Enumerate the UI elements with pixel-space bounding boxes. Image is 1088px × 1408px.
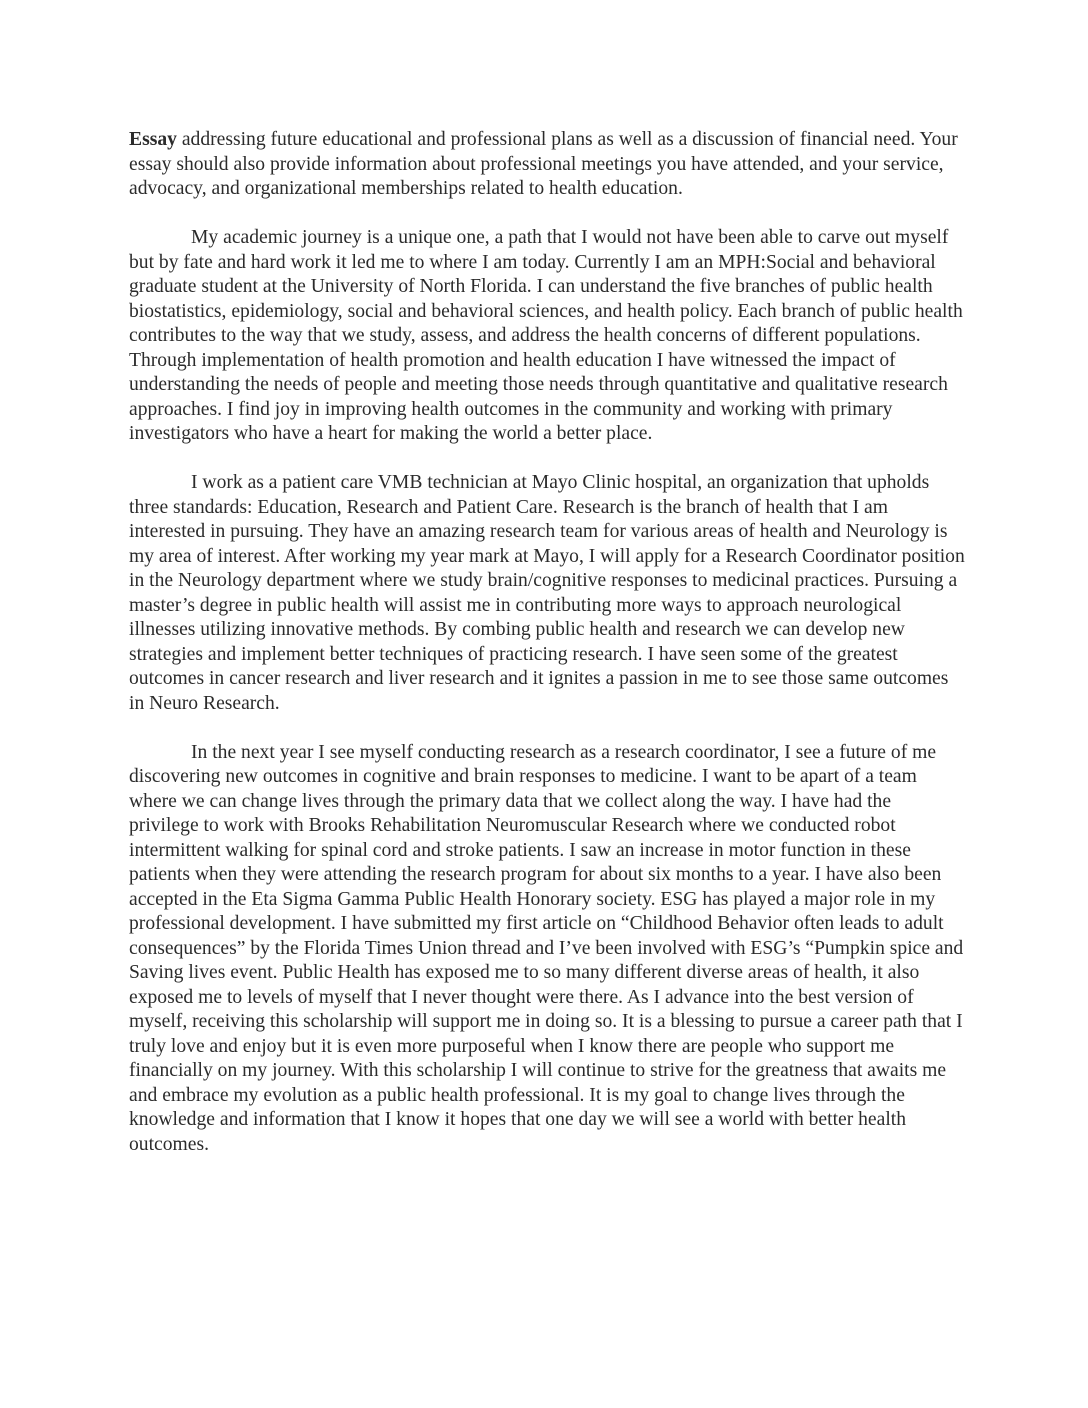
essay-prompt (129, 128, 965, 202)
essay-prompt-text: addressing future educational and professional plans as well as a discussion of financial need. Your essay should also provide information about professional meetings you have attended, and your service, advocacy, and organizational memberships related to health education. (129, 129, 958, 199)
essay-prompt-label: Essay (129, 129, 177, 150)
essay-body (129, 128, 965, 1182)
essay-paragraph-3: In the next year I see myself conducting research as a research coordinator, I see a future of me discovering new outcomes in cognitive and brain responses to medicine. I want to be apart of a team where we can change lives through the primary data that we collect along the way. I have had the privilege to work with Brooks Rehabilitation Neuromuscular Research where we conducted robot intermittent walking for spinal cord and stroke patients. I saw an increase in motor function in these patients when they were attending the research program for about six months to a year. I have also been accepted in the Eta Sigma Gamma Public Health Honorary society. ESG has played a major role in my professional development. I have submitted my first article on “Childhood Behavior often leads to adult consequences” by the Florida Times Union thread and I’ve been involved with ESG’s “Pumpkin spice and Saving lives event. Public Health has exposed me to so many different diverse areas of health, it also exposed me to levels of myself that I never thought were there. As I advance into the best version of myself, receiving this scholarship will support me in doing so. It is a blessing to pursue a career path that I truly love and enjoy but it is even more purposeful when I know there are people who support me financially on my journey. With this scholarship I will continue to strive for the greatness that awaits me and embrace my evolution as a public health professional. It is my goal to change lives through the knowledge and information that I know it hopes that one day we will see a world with better health outcomes. (129, 741, 964, 1155)
essay-paragraph-2: I work as a patient care VMB technician at Mayo Clinic hospital, an organization that upholds three standards: Education, Research and Patient Care. Research is the branch of health that I am interested in pursuing. They have an amazing research team for various areas of health and Neurology is my area of interest. After working my year mark at Mayo, I will apply for a Research Coordinator position in the Neurology department where we study brain/cognitive responses to medicinal practices. Pursuing a master’s degree in public health will assist me in contributing more ways to approach neurological illnesses utilizing innovative methods. By combing public health and research we can develop new strategies and implement better techniques of practicing research. I have seen some of the greatest outcomes in cancer research and liver research and it ignites a passion in me to see those same outcomes in Neuro Research. (129, 472, 965, 714)
essay-paragraph-1: My academic journey is a unique one, a path that I would not have been able to carve out myself but by fate and hard work it led me to where I am today. Currently I am an MPH:Social and behavioral graduate student at the University of North Florida. I can understand the five branches of public health biostatistics, epidemiology, social and behavioral sciences, and health policy. Each branch of public health contributes to the way that we study, assess, and address the health concerns of different populations. Through implementation of health promotion and health education I have witnessed the impact of understanding the needs of people and meeting those needs through quantitative and qualitative research approaches. I find joy in improving health outcomes in the community and working with primary investigators who have a heart for making the world a better place. (129, 227, 963, 444)
